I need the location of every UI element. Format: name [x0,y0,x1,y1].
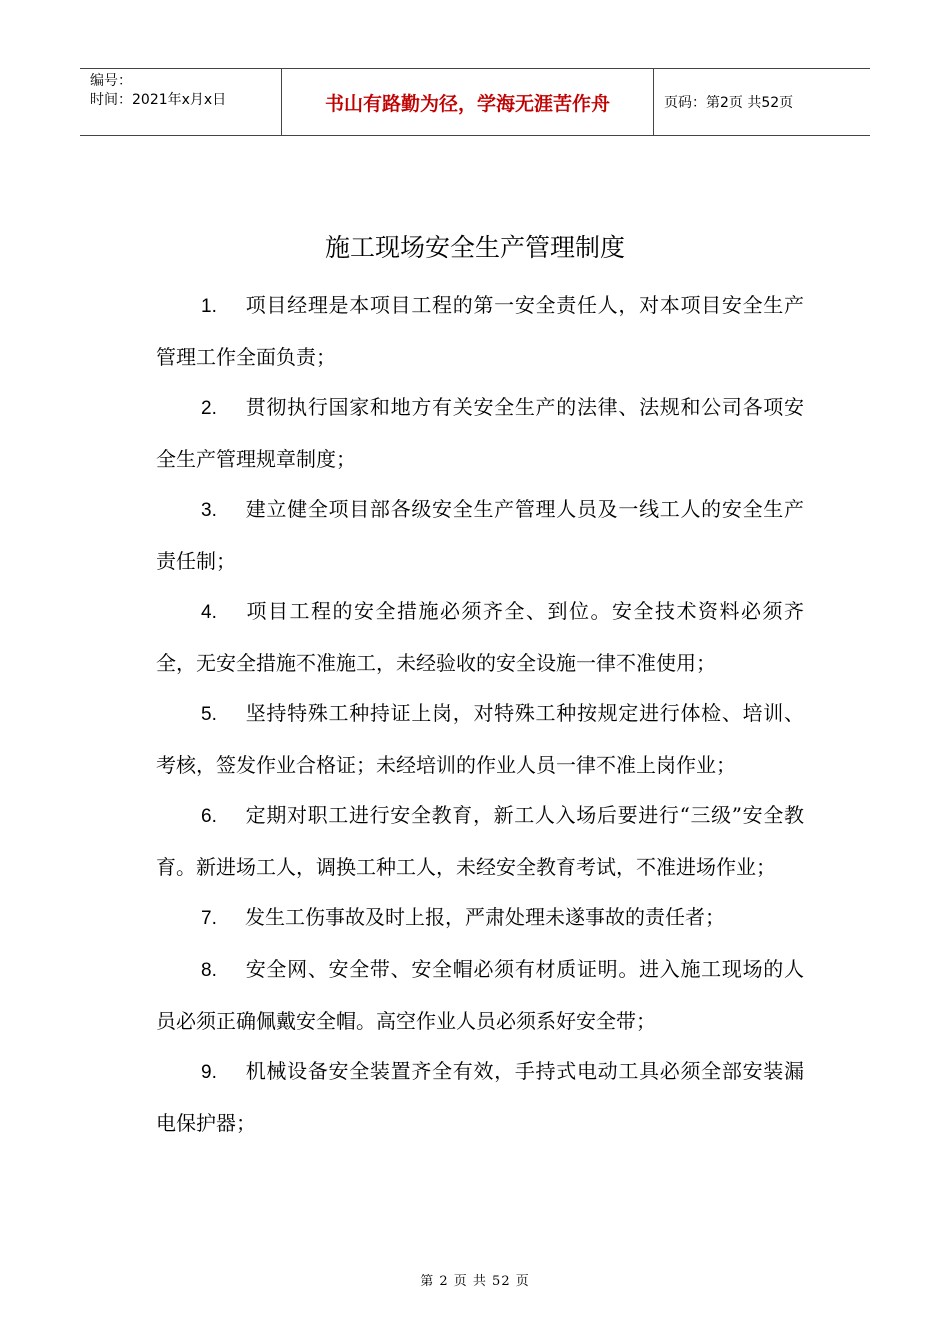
item-number: 6. [201,806,217,827]
item-text: 安全网、安全带、安全帽必须有材质证明。进入施工现场的人员必须正确佩戴安全帽。高空作业人员必须系好安全带； [156,957,804,1033]
item-number: 3. [201,500,217,521]
item-text: 定期对职工进行安全教育，新工人入场后要进行“三级”安全教育。新进场工人，调换工种工人，未经安全教育考试，不准进场作业； [156,803,804,879]
header-meta [80,69,282,135]
header-motto: 书山有路勤为径，学海无涯苦作舟 [282,69,654,135]
document-number-label: 编号： [90,73,132,89]
item-number: 4. [201,602,217,623]
list-item [156,1046,804,1148]
item-number: 8. [201,960,217,981]
header-page-info: 页码：第2页 共52页 [664,95,794,111]
item-number: 2. [201,398,217,419]
item-text: 建立健全项目部各级安全生产管理人员及一线工人的安全生产责任制； [156,497,804,573]
item-text: 机械设备安全装置齐全有效，手持式电动工具必须全部安装漏电保护器； [156,1059,804,1135]
document-body [156,280,804,1148]
item-text: 项目工程的安全措施必须齐全、到位。安全技术资料必须齐全，无安全措施不准施工，未经验收的安全设施一律不准使用； [156,599,804,675]
list-item [156,944,804,1046]
list-item [156,484,804,586]
item-number: 7. [201,908,217,929]
page-header [80,68,870,136]
page-footer: 第 2 页 共 52 页 [420,1274,530,1289]
item-number: 9. [201,1062,217,1083]
item-text: 项目经理是本项目工程的第一安全责任人，对本项目安全生产管理工作全面负责； [156,293,804,369]
document-date: 时间：2021年x月x日 [90,92,227,108]
document-title: 施工现场安全生产管理制度 [324,233,625,262]
list-item [156,892,804,944]
list-item [156,586,804,688]
list-item [156,790,804,892]
item-number: 5. [201,704,217,725]
item-text: 贯彻执行国家和地方有关安全生产的法律、法规和公司各项安全生产管理规章制度； [156,395,804,471]
list-item [156,688,804,790]
item-text: 坚持特殊工种持证上岗，对特殊工种按规定进行体检、培训、考核，签发作业合格证；未经培训的作业人员一律不准上岗作业； [156,701,804,777]
item-number: 1. [201,296,217,317]
list-item [156,382,804,484]
list-item [156,280,804,382]
item-text: 发生工伤事故及时上报，严肃处理未遂事故的责任者； [245,905,725,929]
